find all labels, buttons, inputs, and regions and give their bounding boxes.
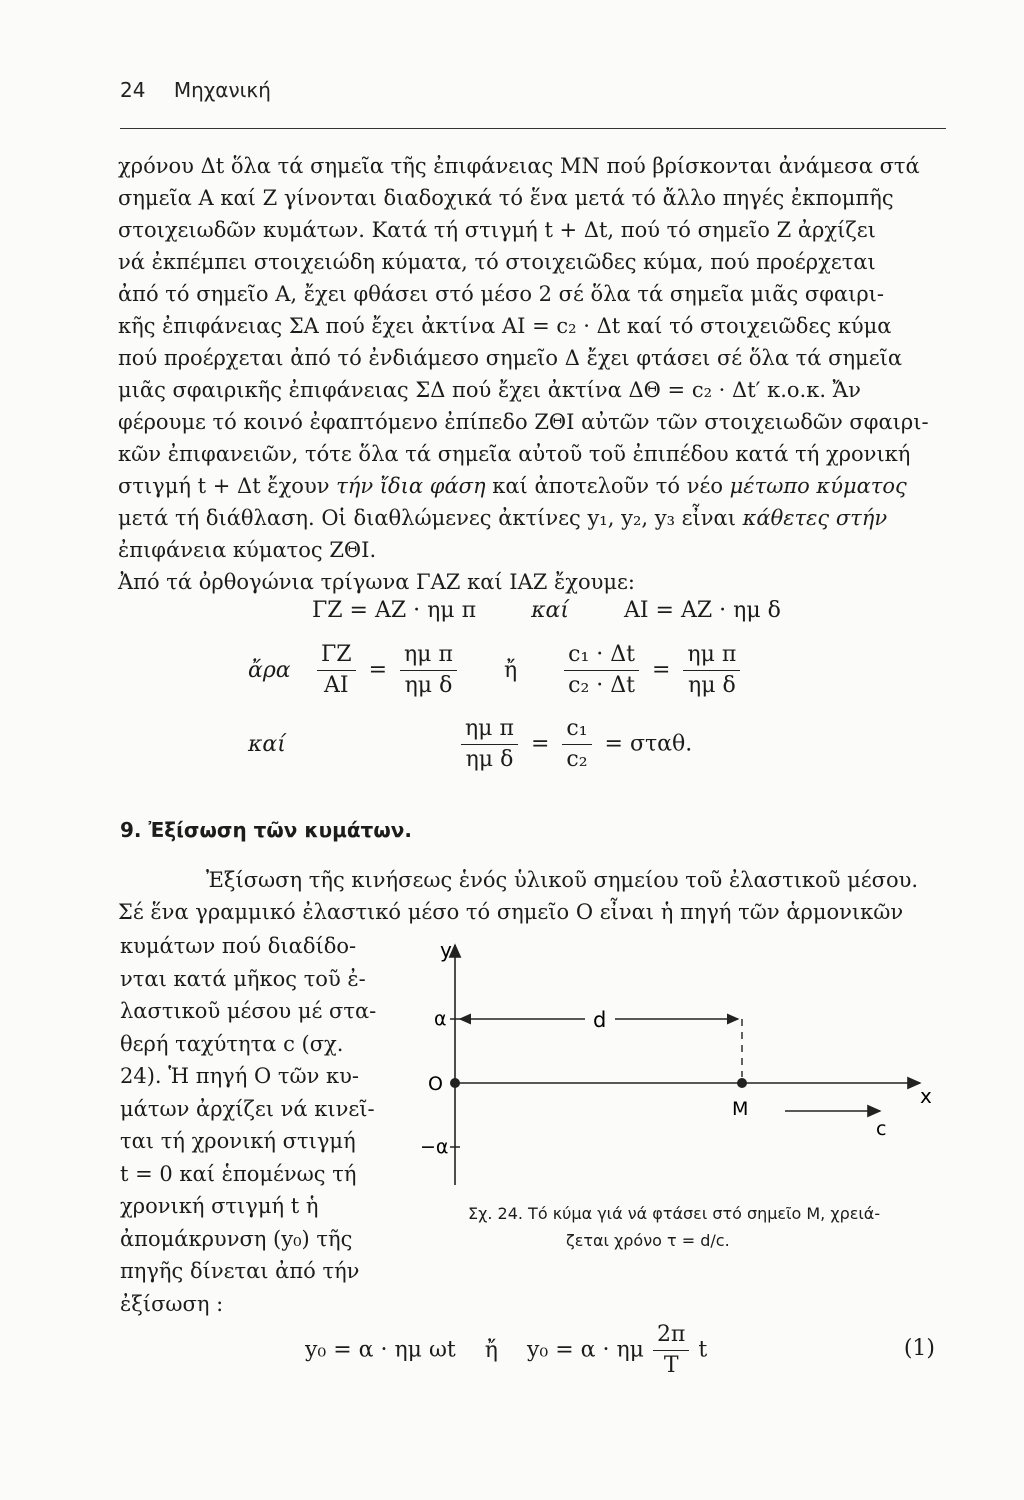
caption-line: Σχ. 24. Τό κύμα γιά νά φτάσει στό σημεῖο Μ, χρειά- xyxy=(468,1204,881,1223)
text-line: χρόνου Δt ὅλα τά σημεῖα τῆς ἐπιφάνειας ΜΝ πού βρίσκονται ἀνάμεσα στά xyxy=(118,154,920,178)
narrow-column-text: κυμάτων πού διαδίδο- νται κατά μῆκος τοῦ ἐ- λαστικοῦ μέσου μέ στα- θερή ταχύτητα c (σχ. 24). Ἡ πηγή Ο τῶν κυ- μάτων ἀρχίζει νά κινεῖ- ται τή χρονική στιγμή t = 0 καί ἑπομένως τή χρονική στιγμή t ἡ ἀπομάκρυνση (y₀) τῆς πηγῆς δίνεται ἀπό τήν ἐξίσωση : xyxy=(120,934,377,1316)
text-line: στοιχειωδῶν κυμάτων. Κατά τή στιγμή t + Δt, πού τό σημεῖο Ζ ἀρχίζει xyxy=(118,218,876,242)
italic-phrase: τήν ἴδια φάση xyxy=(336,474,486,498)
header-rule xyxy=(120,128,946,129)
fraction: $\frac{\text{ημ π}}{\text{ημ δ}}$ xyxy=(683,642,740,699)
subsection-line: Ἐξίσωση τῆς κινήσεως ἑνός ὑλικοῦ σημείου τοῦ ἐλαστικοῦ μέσου. xyxy=(206,868,919,892)
intro-triangles: Ἀπό τά ὀρθογώνια τρίγωνα ΓΑΖ καί ΙΑΖ ἔχουμε: xyxy=(118,570,636,594)
italic-phrase: μέτωπο κύματος xyxy=(729,474,907,498)
equation-3: καί $\frac{\text{ημ π}}{\text{ημ δ}}$ = $\frac{\text{c₁}}{\text{c₂}}$ = σταθ. xyxy=(248,716,693,772)
fraction: $\frac{\text{ημ π}}{\text{ημ δ}}$ xyxy=(461,716,518,773)
equation-final: y₀ = α · ημ ωt ἤ y₀ = α · ημ $\frac{2\pi}{T}$ t (1) xyxy=(305,1322,935,1378)
text-line: φέρουμε τό κοινό ἐφαπτόμενο ἐπίπεδο ΖΘΙ αὐτῶν τῶν στοιχειωδῶν σφαιρι- xyxy=(118,410,929,434)
label-m: M xyxy=(732,1098,749,1120)
text-line: ἐπιφάνεια κύματος ΖΘΙ. xyxy=(118,538,377,562)
page-header xyxy=(120,78,271,102)
x-axis-label: x xyxy=(920,1084,932,1108)
text-line: νά ἐκπέμπει στοιχειώδη κύματα, τό στοιχειῶδες κύμα, πού προέρχεται xyxy=(118,250,876,274)
equation-2: ἄρα $\frac{\Gamma Z}{AI}$ = $\frac{\text{ημ π}}{\text{ημ δ}}$ ἤ $\frac{\text{c₁ · Δt}}{\text{c₂ · Δt}}$ = $\frac{\text{ημ π}}{\text{ημ δ}}$ xyxy=(248,642,746,699)
y-axis-label: y xyxy=(440,938,452,962)
equation-1: ΓΖ = ΑΖ · ημ π καί ΑΙ = ΑΖ · ημ δ xyxy=(312,598,781,623)
fraction: $\frac{\text{c₁}}{\text{c₂}}$ xyxy=(562,716,591,773)
running-title: Μηχανική xyxy=(173,78,271,102)
text-line: σημεῖα Α καί Ζ γίνονται διαδοχικά τό ἕνα μετά τό ἄλλο πηγές ἐκπομπῆς xyxy=(118,186,894,210)
page-number: 24 xyxy=(120,78,146,102)
label-o: O xyxy=(428,1073,443,1095)
label-neg-a: −α xyxy=(420,1136,449,1158)
text-line: στιγμή t + Δt ἔχουν τήν ἴδια φάση καί ἀποτελοῦν τό νέο μέτωπο κύματος xyxy=(118,474,907,498)
fraction: $\frac{2\pi}{T}$ xyxy=(653,1322,689,1379)
point-o xyxy=(450,1078,460,1088)
point-m xyxy=(737,1078,747,1088)
wide-line: Σέ ἕνα γραμμικό ἐλαστικό μέσο τό σημεῖο Ο εἶναι ἡ πηγή τῶν ἁρμονικῶν xyxy=(118,900,904,924)
text-line: πού προέρχεται ἀπό τό ἐνδιάμεσο σημεῖο Δ ἔχει φτάσει σέ ὅλα τά σημεῖα xyxy=(118,346,903,370)
section-title: 9. Ἐξίσωση τῶν κυμάτων. xyxy=(120,818,412,842)
text-line: ἀπό τό σημεῖο Α, ἔχει φθάσει στό μέσο 2 σέ ὅλα τά σημεῖα μιᾶς σφαιρι- xyxy=(118,282,885,306)
label-c: c xyxy=(876,1118,887,1140)
wave-figure xyxy=(410,935,950,1185)
figure-caption xyxy=(468,1200,953,1254)
text-line: μιᾶς σφαιρικῆς ἐπιφάνειας ΣΔ πού ἔχει ἀκτίνα ΔΘ = c₂ · Δt′ κ.ο.κ. Ἄν xyxy=(118,378,861,402)
caption-line: ζεται χρόνο τ = d/c. xyxy=(566,1231,730,1250)
equation-number: (1) xyxy=(903,1336,935,1361)
label-d: d xyxy=(593,1008,607,1032)
fraction: $\frac{\Gamma Z}{AI}$ xyxy=(317,642,356,699)
text-line: κῆς ἐπιφάνειας ΣΑ πού ἔχει ἀκτίνα ΑΙ = c₂ · Δt καί τό στοιχειῶδες κύμα xyxy=(118,314,892,338)
label-a: α xyxy=(434,1008,447,1030)
text-line: μετά τή διάθλαση. Οἱ διαθλώμενες ἀκτίνες y₁, y₂, y₃ εἶναι κάθετες στήν xyxy=(118,506,888,530)
fraction: $\frac{\text{ημ π}}{\text{ημ δ}}$ xyxy=(400,642,457,699)
subsection-paragraph xyxy=(118,864,956,928)
italic-phrase: κάθετες στήν xyxy=(742,506,888,530)
paragraph-refraction xyxy=(118,150,956,598)
fraction: $\frac{\text{c₁ · Δt}}{\text{c₂ · Δt}}$ xyxy=(564,642,639,699)
text-line: κῶν ἐπιφανειῶν, τότε ὅλα τά σημεῖα αὐτοῦ τοῦ ἐπιπέδου κατά τή χρονική xyxy=(118,442,911,466)
